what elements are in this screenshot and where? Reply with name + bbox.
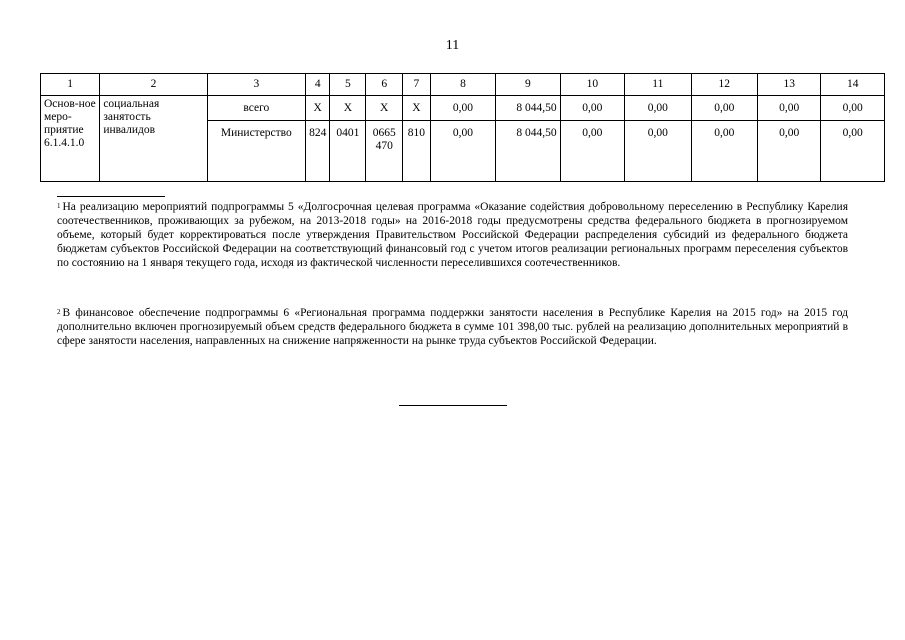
footnote-mark: 2 xyxy=(57,308,61,316)
footnote-1 xyxy=(57,200,848,270)
table-cell: Х xyxy=(366,96,403,121)
event-description-cell: социальная занятость инвалидов xyxy=(100,96,207,182)
table-cell: Х xyxy=(305,96,330,121)
header-cell: 3 xyxy=(207,74,305,96)
header-cell: 8 xyxy=(430,74,495,96)
table-cell: Х xyxy=(330,96,366,121)
table-header-row xyxy=(41,74,885,96)
header-cell: 11 xyxy=(625,74,691,96)
header-cell: 10 xyxy=(560,74,624,96)
table-cell: 0,00 xyxy=(821,121,885,182)
table-cell: 0,00 xyxy=(691,121,757,182)
table-cell: 0,00 xyxy=(430,121,495,182)
table-cell: 8 044,50 xyxy=(496,96,560,121)
table-cell: всего xyxy=(207,96,305,121)
footnote-text: В финансовое обеспечение подпрограммы 6 «Региональная программа поддержки занятости населения в Республике Карелия на 2015 год» на 2015 год дополнительно включен прогнозируемый объем средств федерального бюджета в сумме 101 398,00 тыс. рублей на реализацию дополнительных мероприятий в сфере занятости населения, направленных на снижение напряженности на рынке труда субъектов Российской Федерации. xyxy=(57,307,848,347)
table-cell: 0,00 xyxy=(625,121,691,182)
table-cell: Х xyxy=(403,96,431,121)
table-cell: 0,00 xyxy=(691,96,757,121)
footnote-2 xyxy=(57,306,848,348)
table-cell: 0,00 xyxy=(625,96,691,121)
page-number: 11 xyxy=(445,38,460,53)
header-cell: 13 xyxy=(758,74,821,96)
budget-table xyxy=(40,73,885,182)
table-cell: 0401 xyxy=(330,121,366,182)
header-cell: 6 xyxy=(366,74,403,96)
header-cell: 12 xyxy=(691,74,757,96)
table-row-total xyxy=(41,96,885,121)
header-cell: 5 xyxy=(330,74,366,96)
footnote-mark: 1 xyxy=(57,202,61,210)
header-cell: 2 xyxy=(100,74,207,96)
footnote-text: На реализацию мероприятий подпрограммы 5 «Долгосрочная целевая программа «Оказание содействия добровольному переселению в Республику Карелия соотечественников, проживающих за рубежом, на 2013-2018 годы» на 2016-2018 годы предусмотрены средства федерального бюджета в прогнозируемом объеме, который будет корректироваться после утверждения Правительством Российской Федерации распределения субсидий из федерального бюджета бюджетам субъектов Российской Федерации на соответствующий финансовый год с учетом итогов реализации региональных программ переселения субъектов по состоянию на 1 января текущего года, исходя из фактической численности переселившихся соотечественников. xyxy=(57,201,848,269)
table-cell: 0,00 xyxy=(821,96,885,121)
footnote-separator xyxy=(57,196,165,197)
table-cell: 0,00 xyxy=(758,96,821,121)
header-cell: 14 xyxy=(821,74,885,96)
table-cell: 810 xyxy=(403,121,431,182)
table-cell: Министерство xyxy=(207,121,305,182)
table-cell: 0,00 xyxy=(560,96,624,121)
table-cell: 0,00 xyxy=(560,121,624,182)
table-cell: 0,00 xyxy=(758,121,821,182)
event-code-cell: Основ-ное меро-приятие 6.1.4.1.0 xyxy=(41,96,100,182)
end-of-page-rule xyxy=(399,405,507,406)
header-cell: 7 xyxy=(403,74,431,96)
table-cell: 0665 470 xyxy=(366,121,403,182)
table-cell: 8 044,50 xyxy=(496,121,560,182)
header-cell: 1 xyxy=(41,74,100,96)
header-cell: 4 xyxy=(305,74,330,96)
table-cell: 0,00 xyxy=(430,96,495,121)
table-cell: 824 xyxy=(305,121,330,182)
header-cell: 9 xyxy=(496,74,560,96)
